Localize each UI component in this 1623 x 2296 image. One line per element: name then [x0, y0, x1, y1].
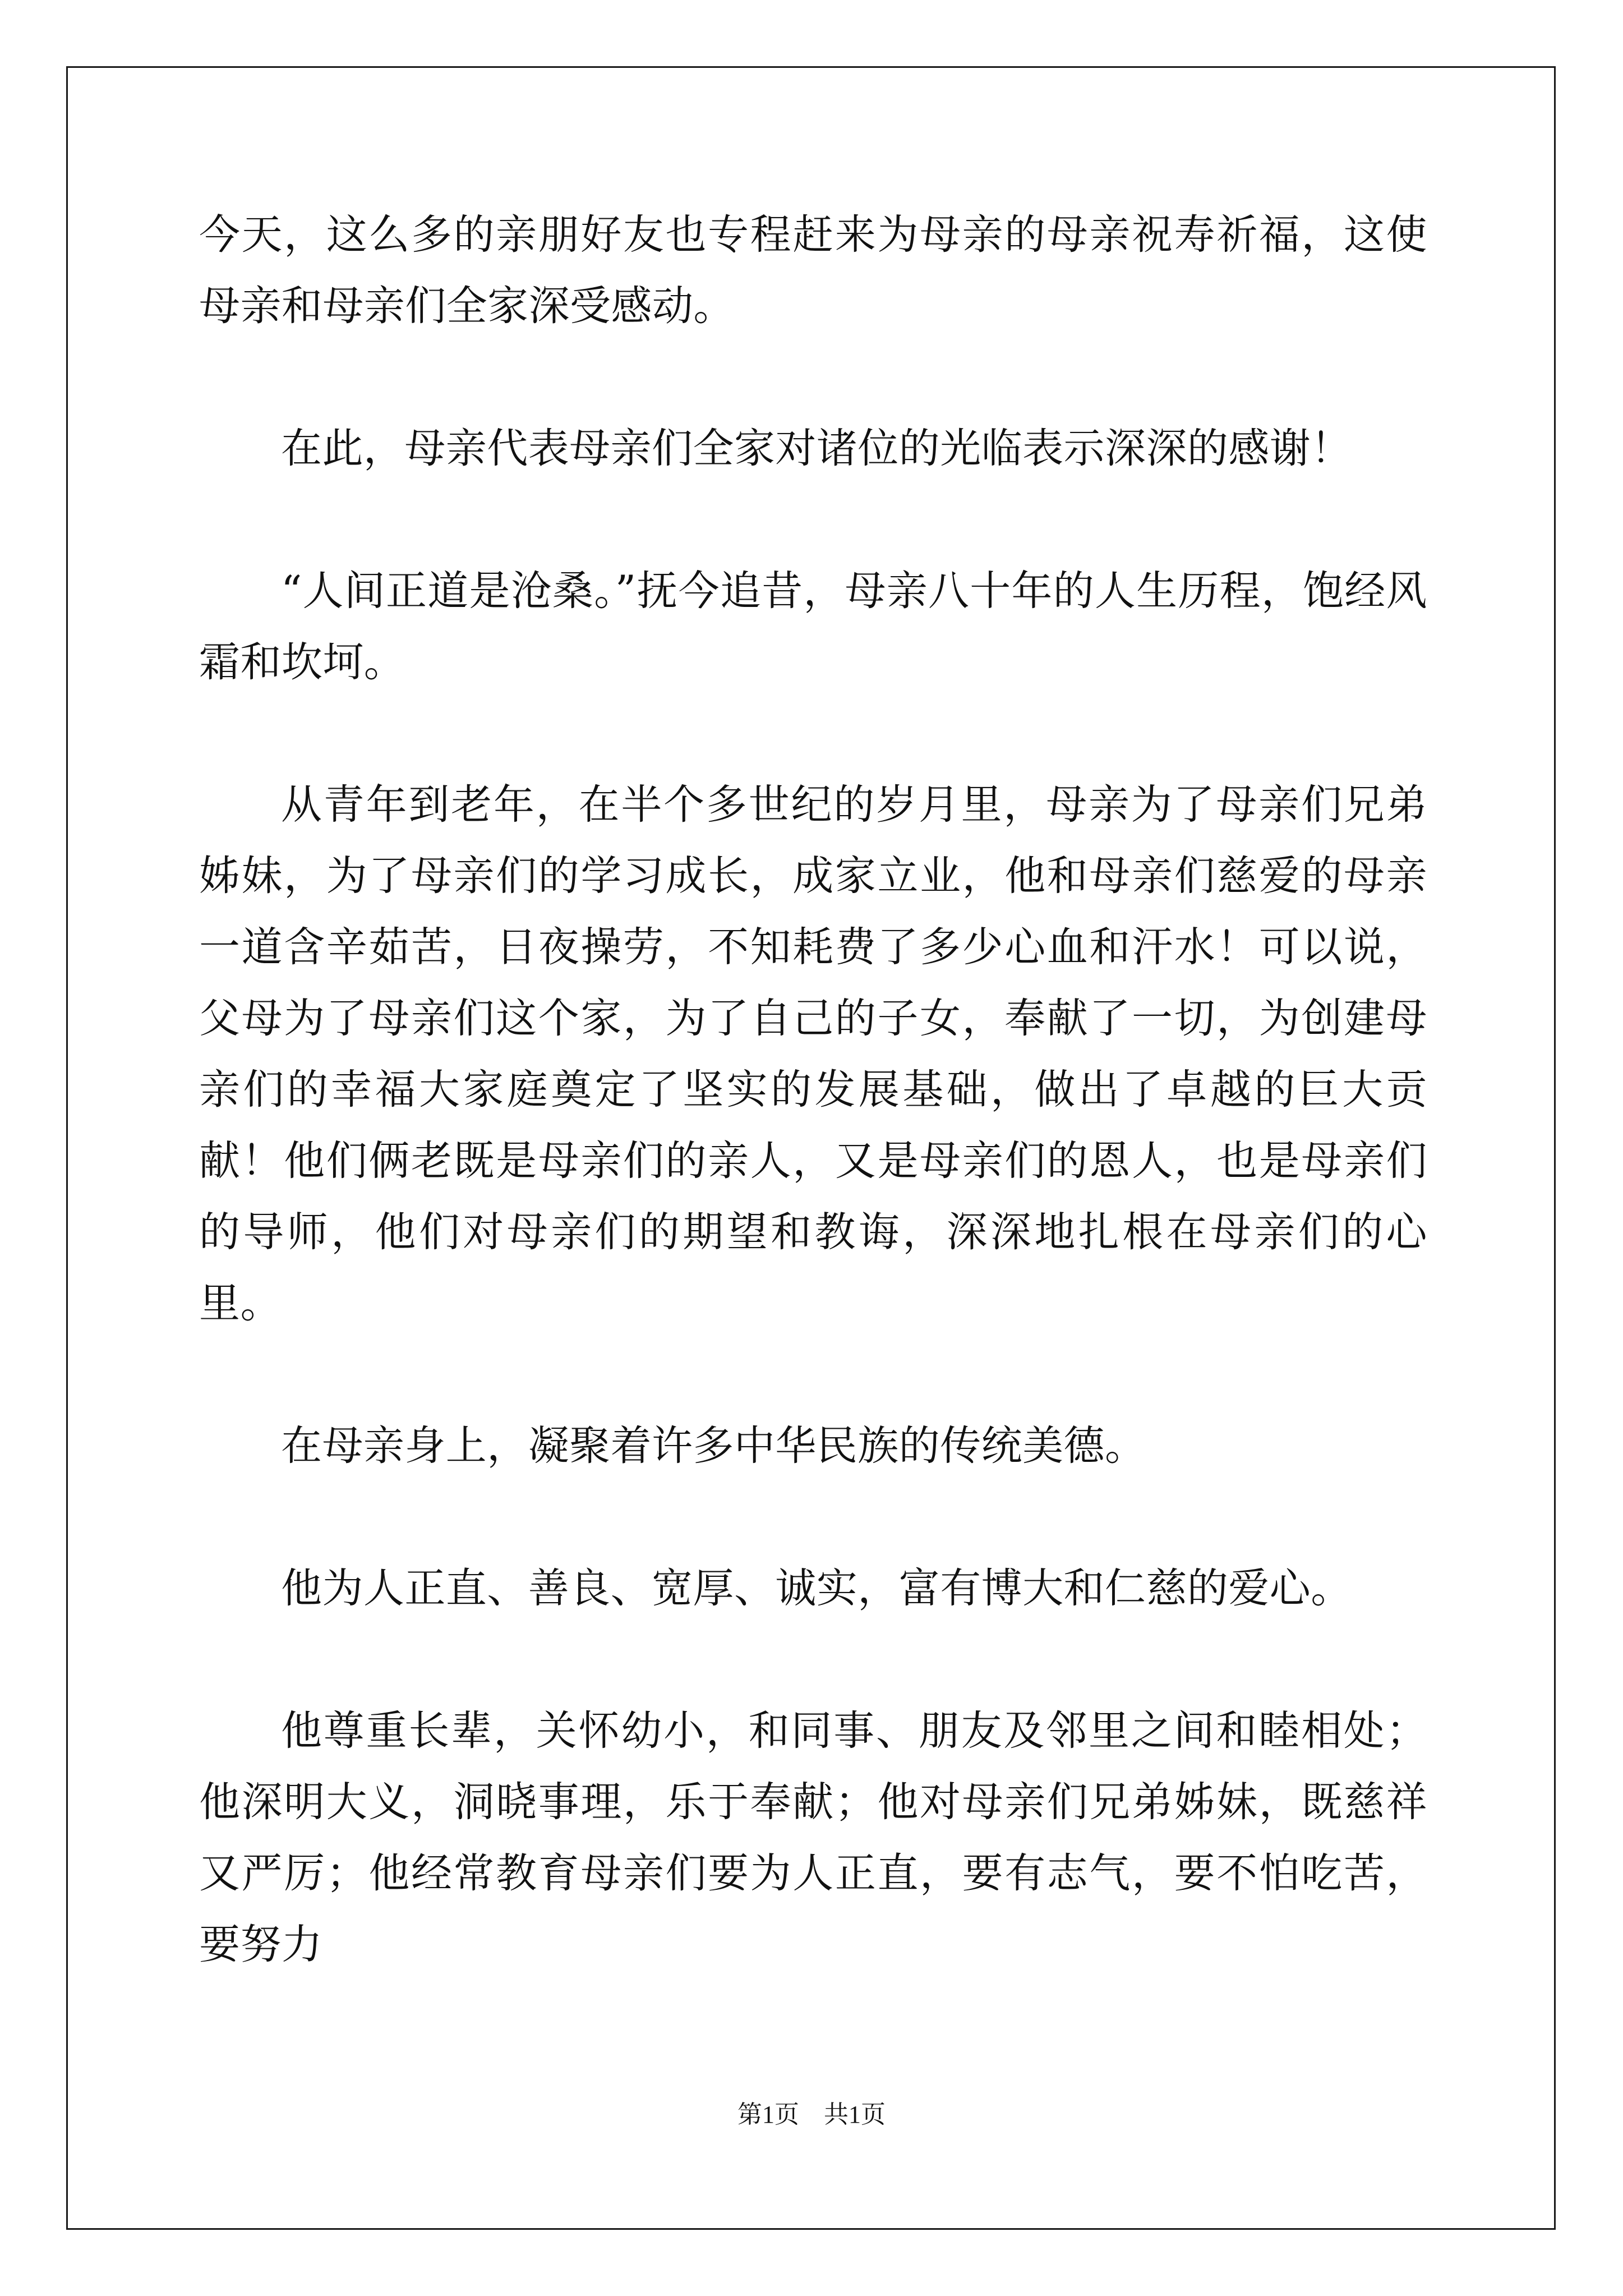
paragraph-7: 他尊重长辈，关怀幼小，和同事、朋友及邻里之间和睦相处；他深明大义，洞晓事理，乐于奉献；他对母亲们兄弟姊妹，既慈祥又严厉；他经常教育母亲们要为人正直，要有志气，要不怕吃苦，要努力	[199, 1707, 1427, 1968]
page-number: 第1页	[737, 2101, 799, 2128]
paragraph-6: 他为人正直、善良、宽厚、诚实，富有博大和仁慈的爱心。	[281, 1565, 1352, 1612]
page-total: 共1页	[824, 2101, 886, 2128]
paragraph-1: 今天，这么多的亲朋好友也专程赶来为母亲的母亲祝寿祈福，这使母亲和母亲们全家深受感动。	[199, 211, 1427, 330]
paragraph-3: “人间正道是沧桑。”抚今追昔，母亲八十年的人生历程，饱经风霜和坎坷。	[199, 567, 1427, 686]
document-body	[199, 199, 1427, 2051]
paragraph-5: 在母亲身上，凝聚着许多中华民族的传统美德。	[281, 1422, 1146, 1470]
paragraph-4: 从青年到老年，在半个多世纪的岁月里，母亲为了母亲们兄弟姊妹，为了母亲们的学习成长，成家立业，他和母亲们慈爱的母亲一道含辛茹苦，日夜操劳，不知耗费了多少心血和汗水！可以说，父母为了母亲们这个家，为了自己的子女，奉献了一切，为创建母亲们的幸福大家庭奠定了坚实的发展基础，做出了卓越的巨大贡献！他们俩老既是母亲们的亲人，又是母亲们的恩人，也是母亲们的导师，他们对母亲们的期望和教诲，深深地扎根在母亲们的心里。	[199, 781, 1427, 1327]
paragraph-2: 在此，母亲代表母亲们全家对诸位的光临表示深深的感谢！	[281, 425, 1352, 472]
page-footer	[0, 2101, 1623, 2129]
